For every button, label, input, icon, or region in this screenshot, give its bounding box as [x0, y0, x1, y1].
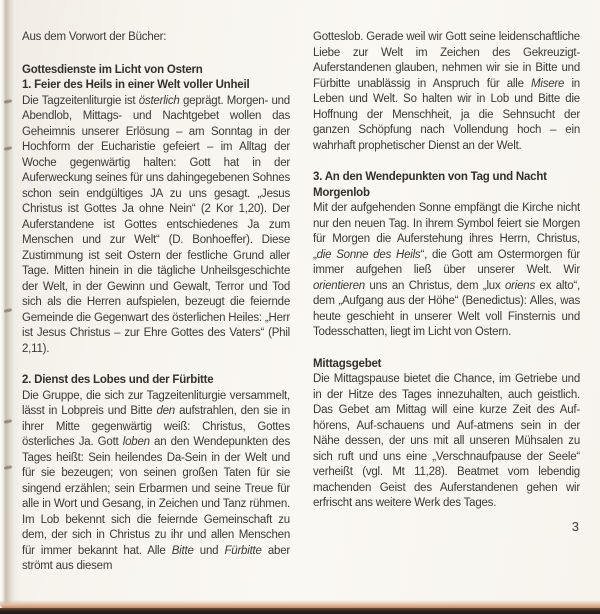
heading-dienst-des-lobes: 2. Dienst des Lobes und der Fürbitte	[22, 374, 214, 386]
paragraph-dienst-des-lobes: Die Gruppe, die sich zur Tagzeitenliturgie versammelt, lässt in Lobpreis und Bitte den aufstrahlen, den sie in ihrer Mitte gegenwärtig weiß: Christus, Gottes österliches Ja. Gott loben an den Wendepunkten des Tages heißt: Sein heilendes Da-Sein in der Welt und für sie bezeugen; von seinen großen Taten für sie singend erzählen; sein Erbarmen und seine Treue für alle in Wort und Gesang, in Zeichen und Tanz rühmen. Im Lob bekennt sich die feiernde Gemeinschaft zu dem, der sich in Christus zu ihr und allen Menschen für immer bekannt hat. Alle Bitte und Fürbitte aber strömt aus diesem	[22, 389, 290, 572]
book-gutter-shadow	[0, 0, 20, 604]
left-column	[22, 30, 290, 575]
section-3-heading-block	[313, 170, 580, 201]
right-column	[313, 30, 580, 534]
section-1-heading-block	[22, 63, 290, 94]
heading-feier-des-heils: 1. Feier des Heils in einer Welt voller Unheil	[22, 79, 250, 91]
heading-mittagsgebet: Mittagsgebet	[313, 357, 382, 370]
page-bottom-edge	[0, 608, 600, 614]
intro-line: Aus dem Vorwort der Bücher:	[22, 31, 167, 43]
paragraph-feier-des-heils: Die Tagzeitenliturgie ist österlich geprägt. Morgen- und Abendlob, Mittags- und Nachtgebet wollen das Geheimnis unserer Erlösung – am Sonntag in der Hochform der Eucharistie gefeiert – im Alltag der Woche gegenwärtig halten: Gott hat in der Auferweckung seines für uns dahingegebenen Sohnes schon sein endgültiges JA zu uns gesagt. „Jesus Christus ist Gottes Ja ohne Nein“ (2 Kor 1,20). Der Auferstandene ist Gottes entschiedenes Ja zum Menschen und zur Welt“ (D. Bonhoeffer). Diese Zustimmung ist seit Ostern der festliche Grund aller Tage. Mitten hinein in die tägliche Unheilsgeschichte der Welt, in der Gewinn und Gewalt, Terror und Tod sich als die Herren aufspielen, bezeugt die feiernde Gemeinde die Gegenwart des österlichen Heiles: „Herr ist Jesus Christus – zur Ehre Gottes des Vaters“ (Phil 2,11).	[22, 94, 290, 355]
heading-gottesdienste: Gottesdienste im Licht von Ostern	[22, 63, 203, 76]
page-number: 3	[571, 518, 579, 534]
heading-morgenlob: Morgenlob	[313, 186, 370, 199]
heading-wendepunkte: 3. An den Wendepunkten von Tag und Nacht	[313, 171, 547, 183]
paragraph-gotteslob-continuation: Gotteslob. Gerade weil wir Gott seine leidenschaftliche Liebe zur Welt im Zeichen des Gekreuzigt-Auferstandenen glauben, nehmen wir sie in Bitte und Fürbitte unablässig in Anspruch für alle Misere in Leben und Welt. So halten wir in Lob und Bitte die Hoffnung der Menschheit, ja die Sehnsucht der ganzen Schöpfung nach Vollendung hoch – ein wahrhaft prophetischer Dienst an der Welt.	[313, 31, 580, 152]
paragraph-morgenlob: Mit der aufgehenden Sonne empfängt die Kirche nicht nur den neuen Tag. In ihrem Symbol feiert sie Morgen für Morgen die Auferstehung ihres Herrn, Christus, „die Sonne des Heils“, die Gott am Ostermorgen für immer aufgehen ließ über unserer Welt. Wir orientieren uns an Christus, dem „lux oriens ex alto“, dem „Aufgang aus der Höhe“ (Benedictus): Alles, was heute geschieht in unserer Welt voll Finsternis und Todesschatten, liegt im Licht von Ostern.	[313, 202, 581, 338]
paragraph-mittagsgebet: Die Mittagspause bietet die Chance, im Getriebe und in der Hitze des Tages innezuhalten, auch geistlich. Das Gebet am Mittag will eine kurze Zeit des Auf-hörens, Auf-schauens und Auf-atmens sein in der Nähe dessen, der uns mit all unseren Mühsalen zu sich ruft und uns eine „Verschnaufpause der Seele“ verheißt (vgl. Mt 11,28). Beatmet vom lebendig machenden Geist des Auferstandenen gehen wir erfrischt ans weitere Werk des Tages.	[313, 373, 580, 509]
